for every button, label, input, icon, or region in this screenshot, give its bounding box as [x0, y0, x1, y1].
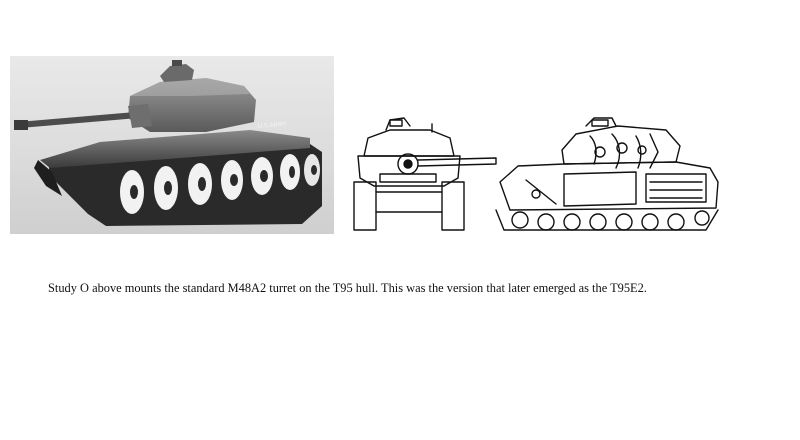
tank-model-photo — [10, 56, 334, 234]
front-view-drawing — [354, 118, 496, 230]
figure-caption: Study O above mounts the standard M48A2 turret on the T95 hull. This was the version that later emerged as the T95E2. — [48, 281, 647, 295]
hull-marking: U.S.ARMY — [257, 121, 288, 130]
side-cutaway-drawing — [496, 118, 718, 230]
side-road-wheels — [512, 211, 709, 230]
tank-line-drawings — [350, 112, 722, 240]
